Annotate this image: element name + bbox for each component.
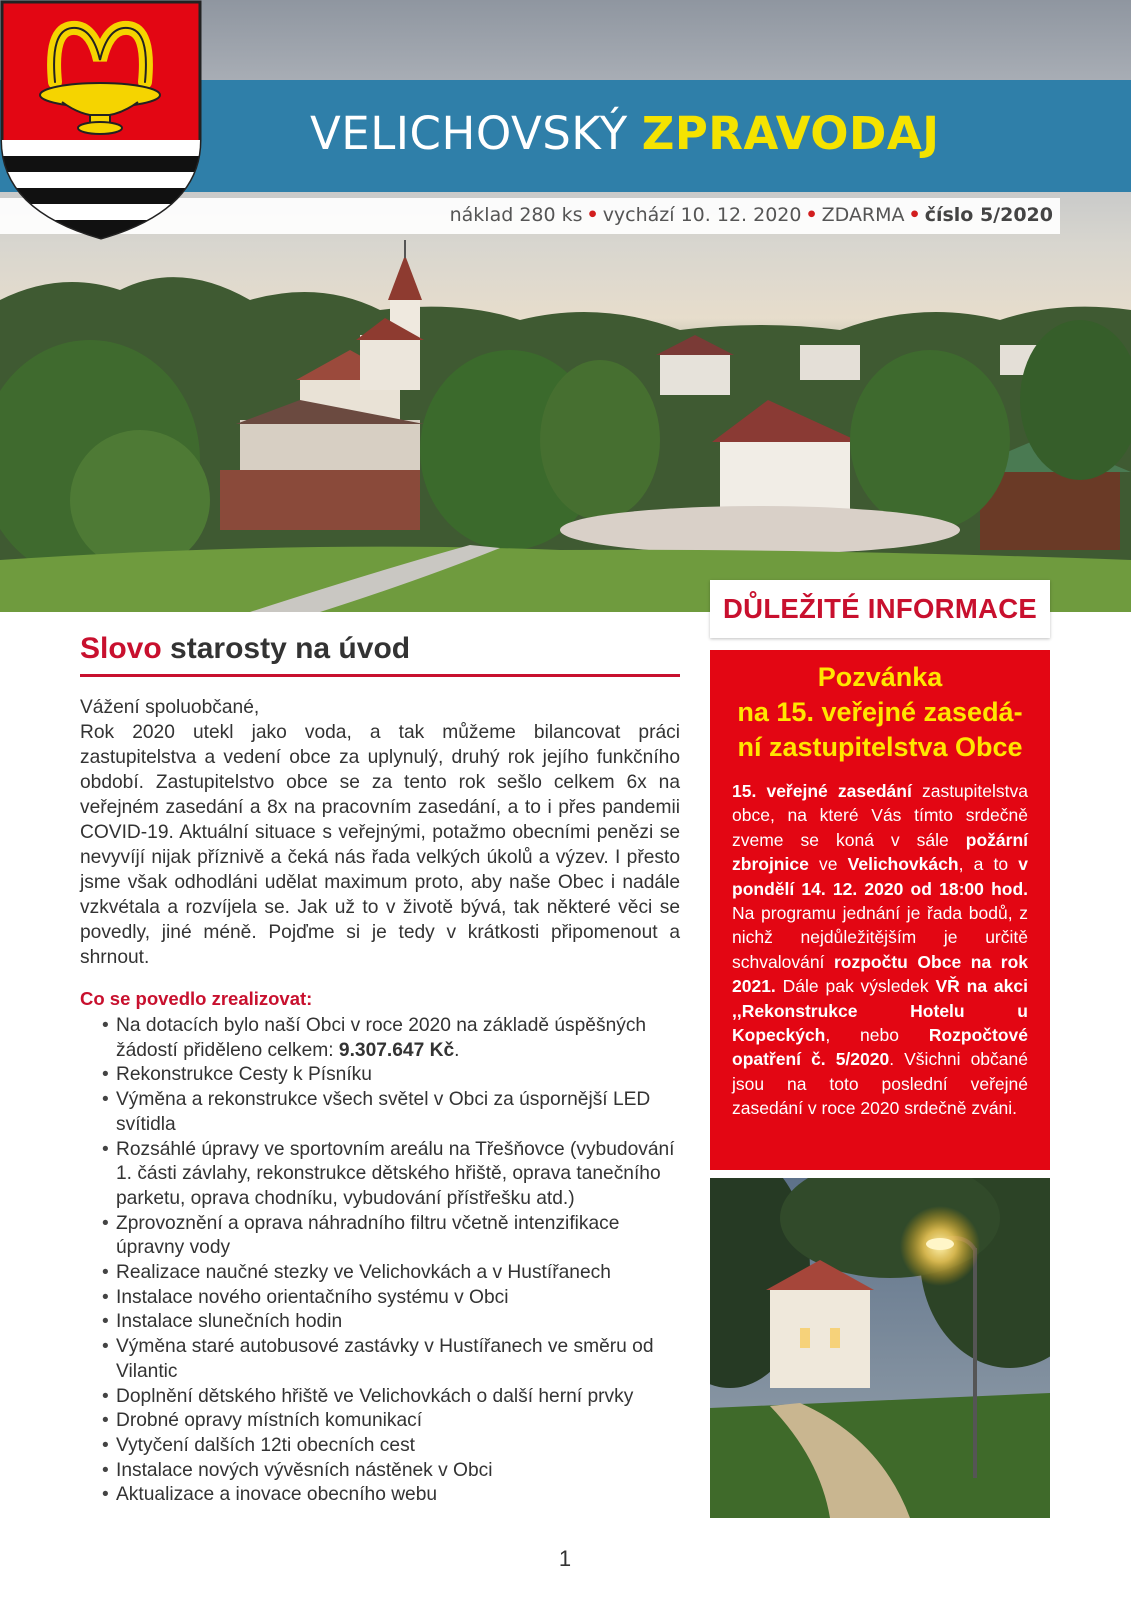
list-item: • Doplnění dětského hřiště ve Velichovkách o další herní prvky [102,1385,680,1410]
invitation-title-line3: ní zastupitelstva Obce [737,732,1023,762]
text-bold: Velichovkách [847,854,959,875]
achievements-heading: Co se povedlo zrealizovat: [80,988,313,1009]
important-info-header [710,580,1050,638]
invitation-title-line2: na 15. veřejné zasedá- [737,697,1023,727]
article-intro [80,695,680,970]
text-run: , nebo [825,1025,929,1046]
coat-of-arms-icon [0,0,202,240]
list-item: • Výměna staré autobusové zastávky v Hustířanech ve směru od Vilantic [102,1335,680,1384]
text-run: ve [808,854,848,875]
important-info-label: DŮLEŽITÉ INFORMACE [723,593,1037,624]
text-run: Dále pak výsledek [775,976,936,997]
list-item: • Vytyčení dalších 12ti obecních cest [102,1434,680,1459]
list-item [102,1014,680,1063]
grant-text: Na dotacích bylo naší Obci v roce 2020 na základě úspěšných žádostí přiděleno celkem: [116,1015,647,1061]
text-bold: 15. veřejné zasedání [732,781,912,801]
masthead-title-part2: ZPRAVODAJ [641,107,940,160]
issue-zdarma: ZDARMA [821,204,905,226]
invitation-title-line1: Pozvánka [817,662,943,692]
grant-end: . [454,1039,460,1061]
article-title-rest: starosty na úvod [170,632,411,665]
evening-street-photo [710,1178,1050,1518]
text-run: zastupitelstva obce, na které Vás tímto srdečně zveme se koná v sále [732,781,1028,850]
list-item: • Instalace nového orientačního systému v Obci [102,1286,680,1311]
list-item: • Instalace nových vývěsních nástěnek v Obci [102,1459,680,1484]
list-item: • Zprovoznění a oprava náhradního filtru včetně intenzifikace úpravny vody [102,1212,680,1261]
grant-amount: 9.307.647 Kč [338,1039,455,1061]
text-run: , a to [958,854,1019,875]
text-bold: požární zbrojnice [732,829,1028,875]
list-item: • Realizace naučné stezky ve Velichovkách a v Hustířanech [102,1261,680,1286]
cover-photo [0,0,1131,612]
list-item: • Rekonstrukce Cesty k Písníku [102,1063,680,1088]
list-item: • Výměna a rekonstrukce všech světel v Obci za úspornější LED svítidla [102,1088,680,1137]
invitation-title [732,660,1028,765]
article-title-strong: Slovo [80,632,162,665]
masthead-title [310,104,939,164]
bullet-dot: • [908,204,921,226]
invitation-box [710,650,1050,1170]
text-bold: rozpočtu Obce na rok 2021. [732,951,1028,997]
achievements-list [102,1014,680,1508]
bullet-dot: • [586,204,599,226]
article-intro-text: Rok 2020 utekl jako voda, a tak můžeme bilancovat práci zastupitelstva a vedení obce za uplynulý, druhý rok jejího funkčního období. Zastupitelstvo obce se za tento rok sešlo celkem 6x na veřejném zasedání a 8x na pracovním zasedání, a to i přes pandemii COVID-19. Aktuální situace s veřejnými, potažmo obecními penězi se nevyvíjí nijak příznivě a čeká nás řada velkých úkolů a výzev. I přesto jsme však odhodláni udělat maximum proto, aby naše Obec i nadále vzkvétala a rozvíjela se. Jak už to v životě bývá, tak některé věci se povedly, jiné méně. Pojďme si je tedy v krátkosti připomenout a shrnout. [80,722,680,968]
bullet-dot: • [805,204,818,226]
list-item: • Rozsáhlé úpravy ve sportovním areálu na Třešňovce (vybudování 1. části závlahy, rekonstrukce dětského hřiště, oprava tanečního parketu, oprava chodníku, vybudování přístřešku atd.) [102,1138,680,1212]
issue-vychazi: vychází 10. 12. 2020 [602,204,802,226]
text-run: . Všichni občané jsou na toto poslední veřejné zasedání v roce 2020 srdečně zváni. [732,1049,1028,1119]
list-item: • Drobné opravy místních komunikací [102,1409,680,1434]
issue-cislo: číslo 5/2020 [924,204,1053,226]
text-bold: v pondělí 14. 12. 2020 od 18:00 hod. [732,854,1028,899]
issue-naklad: náklad 280 ks [449,204,583,226]
text-bold: Rozpočtové opatření č. 5/2020 [732,1025,1028,1070]
invitation-text [732,779,1028,1121]
list-item: • Aktualizace a inovace obecního webu [102,1483,680,1508]
mayor-article [80,632,680,1508]
text-bold: VŘ na akci ,,Rekonstrukce Hotelu u Kopeckých [732,976,1028,1046]
article-title [80,632,680,677]
street-lamp-scene [710,1178,1050,1518]
issue-info [450,204,1053,226]
page-number: 1 [558,1546,572,1571]
text-run: Na programu jednání je řada bodů, z nichž nejdůležitějším je určitě schvalování [732,903,1028,972]
masthead-title-part1: VELICHOVSKÝ [310,107,628,160]
list-item: • Instalace slunečních hodin [102,1310,680,1335]
article-greeting: Vážení spoluobčané, [80,697,260,718]
